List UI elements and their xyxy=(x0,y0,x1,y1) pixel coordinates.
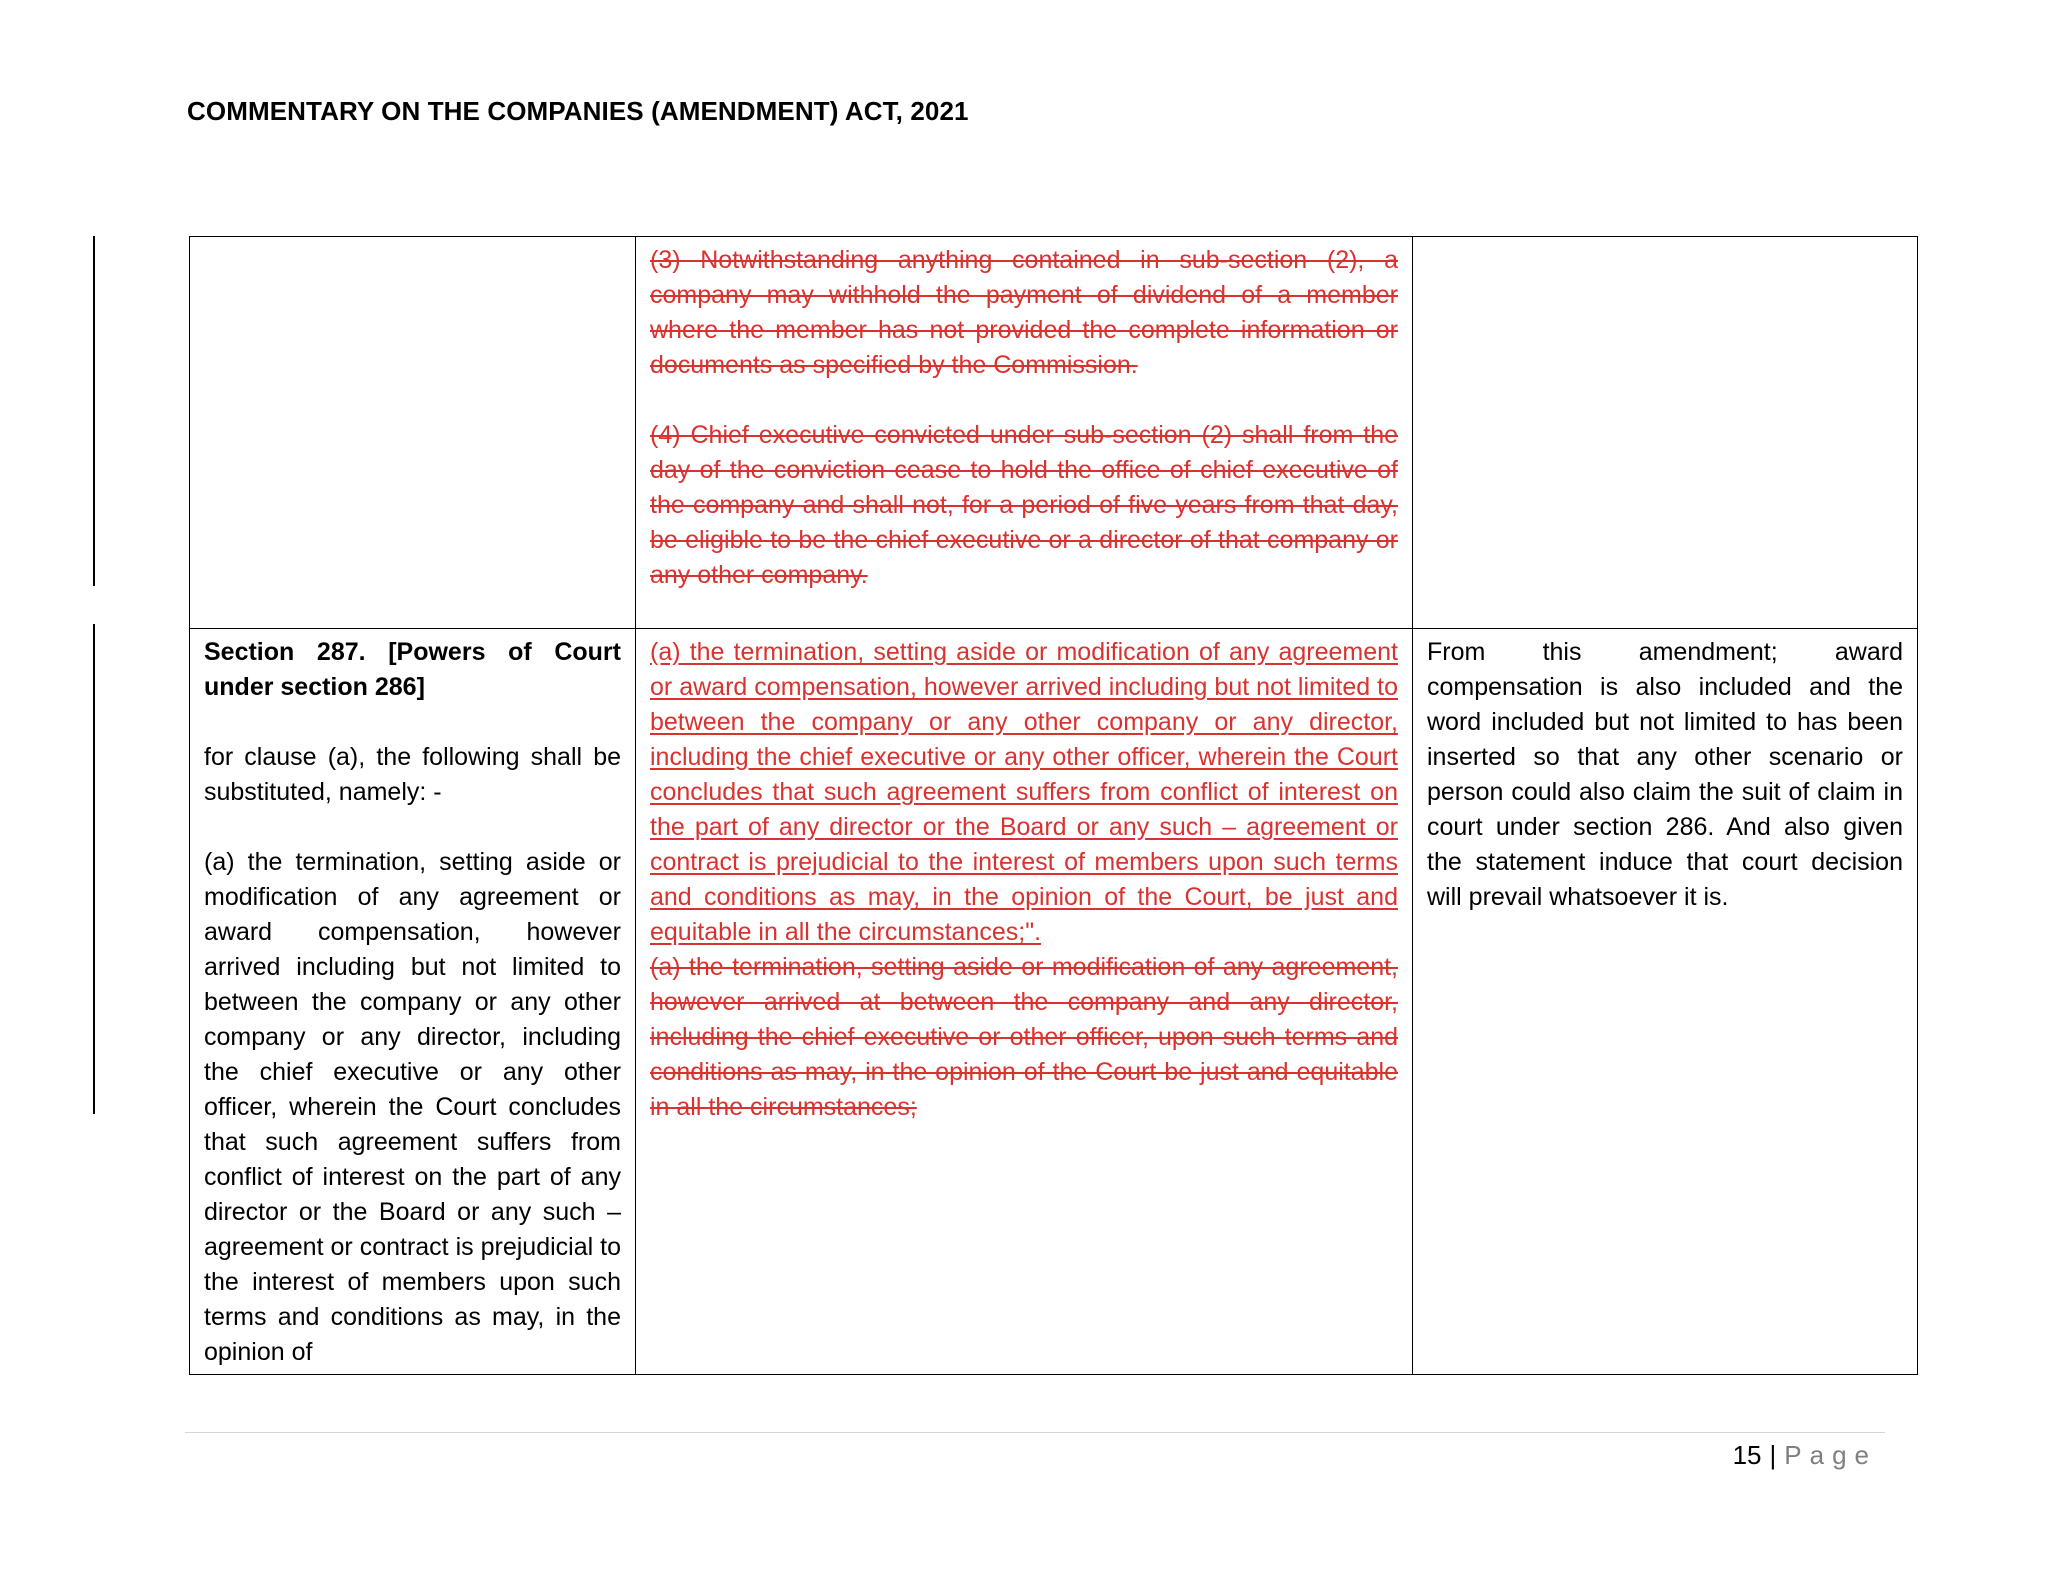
table-cell-section xyxy=(190,237,636,629)
document-title: COMMENTARY ON THE COMPANIES (AMENDMENT) ACT, 2021 xyxy=(187,96,969,126)
table-row xyxy=(190,237,1918,629)
section-body: (a) the termination, setting aside or modification of any agreement or award compensation, however arrived including but not limited to between the company or any other company or any director, including the chief executive or any other officer, wherein the Court concludes that such agreement suffers from conflict of interest on the part of any director or the Board or any such – agreement or contract is prejudicial to the interest of members upon such terms and conditions as may, in the opinion of xyxy=(204,848,621,1366)
commentary-text: From this amendment; award compensation is also included and the word included but not limited to has been inserted so that any other scenario or person could also claim the suit of claim in court under section 286. And also given the statement induce that court decision will prevail whatsoever it is. xyxy=(1427,638,1903,911)
commentary-table xyxy=(189,236,1918,1375)
table-row xyxy=(190,629,1918,1375)
page-separator: | xyxy=(1769,1440,1777,1470)
section-intro: for clause (a), the following shall be substituted, namely: - xyxy=(204,743,621,806)
inserted-text: (a) the termination, setting aside or modification of any agreement or award compensation, however arrived including but not limited to between the company or any other company or any director, including the chief executive or any other officer, wherein the Court concludes that such agreement suffers from conflict of interest on the part of any director or the Board or any such – agreement or contract is prejudicial to the interest of members upon such terms and conditions as may, in the opinion of the Court, be just and equitable in all the circumstances;". xyxy=(650,638,1398,946)
change-bar xyxy=(93,624,95,1114)
page-footer xyxy=(1733,1440,1877,1471)
table-cell-commentary xyxy=(1413,237,1918,629)
deleted-text: (4) Chief executive convicted under sub-section (2) shall from the day of the conviction cease to hold the office of chief executive of the company and shall not, for a period of five years from that day, be eligible to be the chief executive or a director of that company or any other company. xyxy=(650,421,1398,589)
table-cell-amendment xyxy=(636,237,1413,629)
deleted-text: (3) Notwithstanding anything contained in sub-section (2), a company may withhold the payment of dividend of a member where the member has not provided the complete information or documents as specified by the Commission. xyxy=(650,246,1398,379)
change-bar xyxy=(93,236,95,586)
page-number: 15 xyxy=(1732,1440,1762,1470)
page-label: Page xyxy=(1784,1440,1877,1470)
footer-divider xyxy=(185,1432,1885,1433)
table-cell-commentary xyxy=(1413,629,1918,1375)
table-cell-amendment xyxy=(636,629,1413,1375)
table-cell-section xyxy=(190,629,636,1375)
deleted-text: (a) the termination, setting aside or modification of any agreement, however arrived at between the company and any director, including the chief executive or other officer, upon such terms and conditions as may, in the opinion of the Court be just and equitable in all the circumstances; xyxy=(650,953,1398,1121)
section-heading: Section 287. [Powers of Court under section 286] xyxy=(204,638,621,701)
